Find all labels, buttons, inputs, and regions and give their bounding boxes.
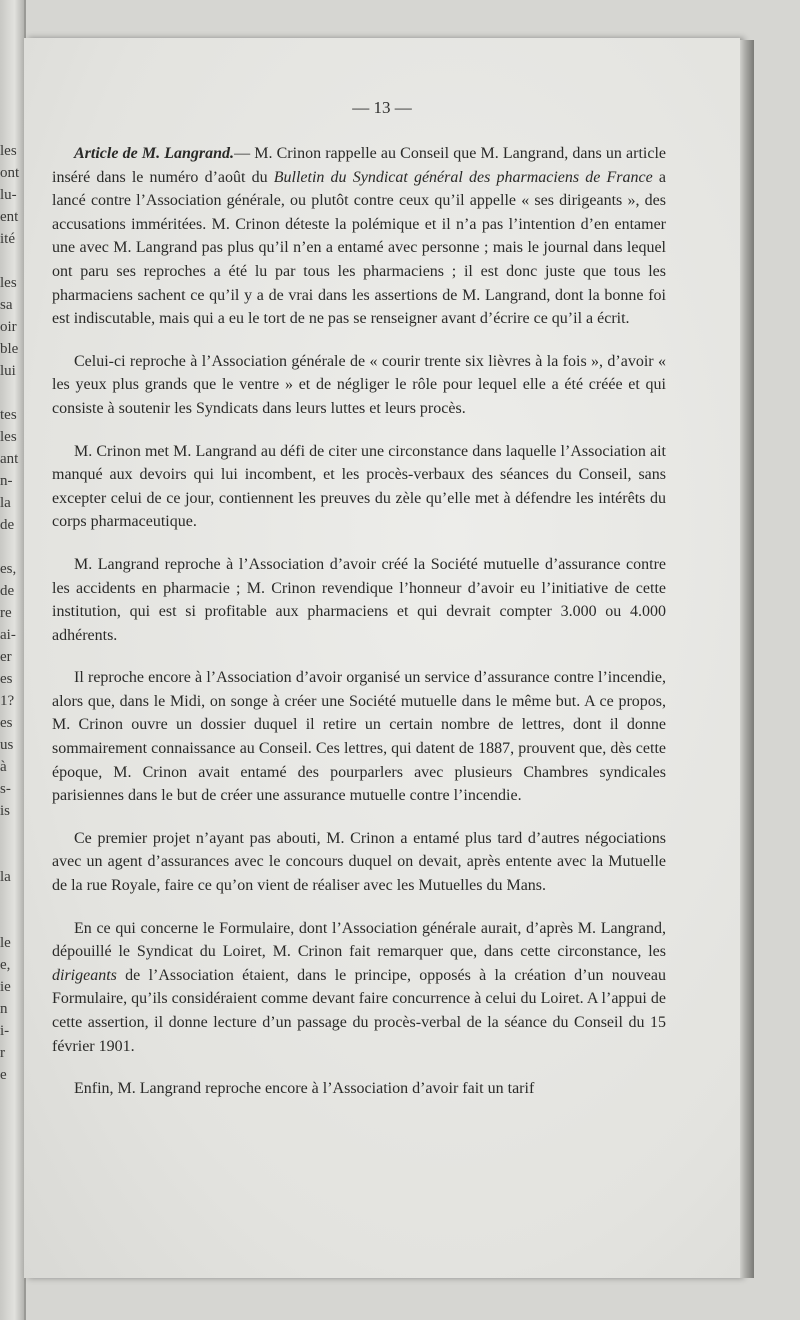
adjacent-page-fragment: ant — [0, 451, 19, 467]
adjacent-page-fragment: es — [0, 715, 13, 731]
document-body — [52, 142, 666, 1120]
adjacent-page-fragment: ent — [0, 209, 19, 225]
adjacent-page-fragment: es, — [0, 561, 17, 577]
adjacent-page-fragment: sa — [0, 297, 13, 313]
paragraph-5: Il reproche encore à l’Association d’avoir organisé un service d’assurance contre l’incendie, alors que, dans le Midi, on songe à créer une Société mutuelle dans le même but. A ce propos, M. Crinon ouvre un dossier duquel il retire un certain nombre de lettres, dont il donne sommairement connaissance au Conseil. Ces lettres, qui datent de 1887, prouvent que, dès cette époque, M. Crinon avait entamé des pourparlers avec plusieurs Chambres syndicales parisiennes dans le but de créer une assurance mutuelle contre l’incendie. — [52, 669, 666, 805]
italic-word: dirigeants — [52, 966, 117, 984]
adjacent-page-fragment: ie — [0, 979, 11, 995]
adjacent-page-fragment: re — [0, 605, 12, 621]
adjacent-page-fragment: les — [0, 275, 17, 291]
adjacent-page-fragment: de — [0, 517, 15, 533]
adjacent-page-fragment: la — [0, 495, 11, 511]
adjacent-page-fragment: i- — [0, 1023, 10, 1039]
adjacent-page-fragment: lui — [0, 363, 16, 379]
adjacent-page-fragment — [0, 888, 24, 910]
adjacent-page-fragment: oir — [0, 319, 17, 335]
paragraph-8: Enfin, M. Langrand reproche encore à l’Association d’avoir fait un tarif — [74, 1080, 535, 1098]
adjacent-page-strip — [0, 0, 26, 1320]
adjacent-page-fragment: le — [0, 935, 11, 951]
journal-title: Bulletin du Syndicat général des pharmaciens de France — [273, 168, 653, 186]
paragraph-1 — [52, 142, 666, 331]
adjacent-page-fragment: er — [0, 649, 12, 665]
adjacent-page-fragment: r — [0, 1045, 5, 1061]
paragraph-heading: Article de M. Langrand. — [74, 145, 235, 162]
paragraph-7 — [52, 917, 666, 1059]
adjacent-page-fragment: à — [0, 759, 7, 775]
adjacent-page-fragment: s- — [0, 781, 11, 797]
paragraph-2: Celui-ci reproche à l’Association générale de « courir trente six lièvres à la fois », d’avoir « les yeux plus grands que le ventre » et de négliger le rôle pour lequel elle a été créée et qui consiste à soutenir les Syndicats dans leurs luttes et leurs procès. — [52, 352, 666, 417]
adjacent-page-fragment: is — [0, 803, 11, 819]
adjacent-page-fragment: 1? — [0, 693, 15, 709]
paragraph-text: de l’Association étaient, dans le principe, opposés à la création d’un nouveau Formulaire, qu’ils considéraient comme devant faire concurrence à celui du Loiret. A l’appui de cette assertion, il donne lecture d’un passage du procès-verbal de la séance du Conseil du 15 février 1901. — [52, 966, 666, 1055]
adjacent-page-fragment: tes — [0, 407, 17, 423]
adjacent-page-fragment: ité — [0, 231, 15, 247]
adjacent-page-fragment: e, — [0, 957, 11, 973]
adjacent-page-fragment — [0, 382, 24, 404]
paragraph-text: En ce qui concerne le Formulaire, dont l’Association générale aurait, d’après M. Langrand, dépouillé le Syndicat du Loiret, M. Crinon fait remarquer que, dans cette circonstance, les — [52, 919, 666, 961]
adjacent-page-fragment: n — [0, 1001, 8, 1017]
adjacent-page-fragment: les — [0, 429, 17, 445]
adjacent-page-fragment: ai- — [0, 627, 16, 643]
adjacent-page-fragment: lu- — [0, 187, 17, 203]
adjacent-page-fragment — [0, 822, 24, 844]
adjacent-page-fragment — [0, 844, 24, 866]
adjacent-page-fragment: la — [0, 869, 11, 885]
adjacent-page-text — [0, 140, 24, 1086]
page-number: — 13 — — [352, 98, 412, 117]
paragraph-6: Ce premier projet n’ayant pas abouti, M. Crinon a entamé plus tard d’autres négociations avec un agent d’assurances avec le concours duquel on devait, après entente avec la Mutuelle de la rue Royale, faire ce qu’on vient de réaliser avec les Mutuelles du Mans. — [52, 829, 666, 895]
page-edge-shadow — [740, 40, 754, 1278]
adjacent-page-fragment: e — [0, 1067, 7, 1083]
paragraph-4: M. Langrand reproche à l’Association d’avoir créé la Société mutuelle d’assurance contre les accidents en pharmacie ; M. Crinon revendique l’honneur d’avoir eu l’initiative de cette institution, qui est si profitable aux pharmaciens et qui devrait compter 3.000 ou 4.000 adhérents. — [52, 555, 666, 644]
adjacent-page-fragment: n- — [0, 473, 13, 489]
adjacent-page-fragment: les — [0, 143, 17, 159]
paragraph-3: M. Crinon met M. Langrand au défi de citer une circonstance dans laquelle l’Association ait manqué aux devoirs qui lui incombent, et les procès-verbaux des séances du Conseil, sans excepter celui de ce jour, contiennent les preuves du zèle qu’elle met à défendre les intérêts du corps pharmaceutique. — [52, 442, 666, 531]
adjacent-page-fragment: es — [0, 671, 13, 687]
adjacent-page-fragment — [0, 250, 24, 272]
paragraph-text: — M. Crinon rappelle au Conseil que M. Langrand, dans un article inséré dans le numéro d’août du — [52, 145, 666, 186]
adjacent-page-fragment: us — [0, 737, 14, 753]
adjacent-page-fragment — [0, 536, 24, 558]
adjacent-page-fragment — [0, 910, 24, 932]
adjacent-page-fragment: ont — [0, 165, 20, 181]
adjacent-page-fragment: ble — [0, 341, 19, 357]
adjacent-page-fragment: de — [0, 583, 15, 599]
paragraph-text: a lancé contre l’Association générale, ou plutôt contre ceux qu’il appelle « ses dirigeants », des accusations imméritées. M. Crinon déteste la polémique et il n’a pas l’intention d’en entamer une avec M. Langrand pas plus qu’il n’en a entamé avec personne ; mais le journal dans lequel ont paru ses reproches a été lu par tous les pharmaciens ; il est donc juste que tous les pharmaciens sachent ce qu’il y a de vrai dans les assertions de M. Langrand, dont la bonne foi est indiscutable, mais qui a eu le tort de ne pas se renseigner avant d’écrire ce qu’il a écrit. — [52, 168, 666, 328]
